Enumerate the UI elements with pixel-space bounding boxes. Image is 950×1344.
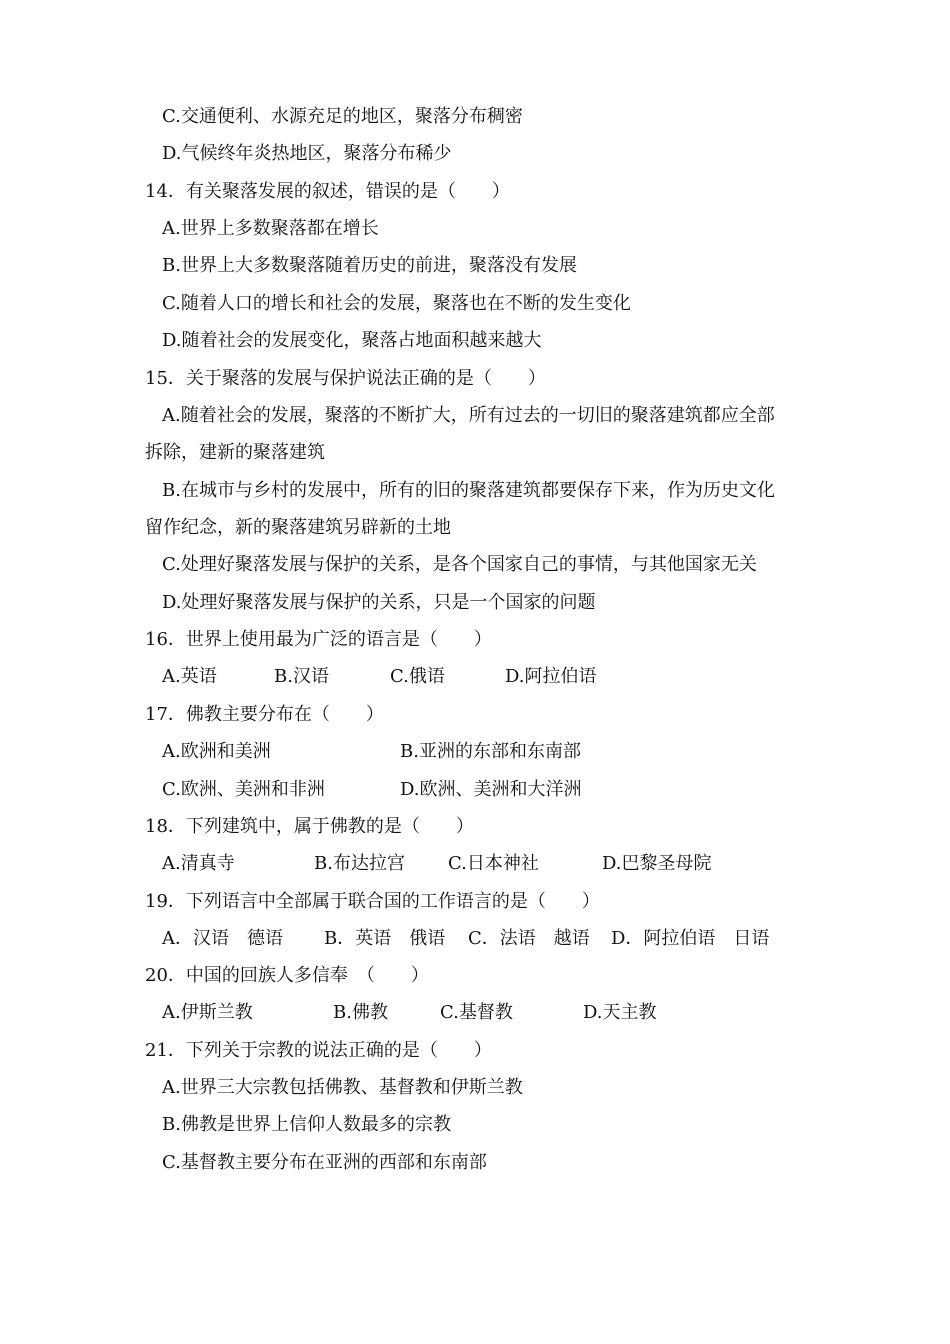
- q21-option-c: C.基督教主要分布在亚洲的西部和东南部: [162, 1152, 487, 1173]
- q21-option-b: B.佛教是世界上信仰人数最多的宗教: [162, 1114, 451, 1135]
- q14-option-b: B.世界上大多数聚落随着历史的前进，聚落没有发展: [162, 255, 577, 276]
- question-15: 15．关于聚落的发展与保护说法正确的是（ ）: [145, 368, 546, 389]
- q16-option-b: B.汉语: [274, 666, 329, 687]
- q13-option-c: C.交通便利、水源充足的地区，聚落分布稠密: [162, 106, 523, 127]
- q14-option-a: A.世界上多数聚落都在增长: [162, 218, 379, 239]
- q20-option-a: A.伊斯兰教: [162, 1002, 253, 1023]
- q17-option-a: A.欧洲和美洲: [162, 741, 271, 762]
- q17-option-d: D.欧洲、美洲和大洋洲: [400, 779, 582, 800]
- q17-option-b: B.亚洲的东部和东南部: [400, 741, 581, 762]
- q13-option-d: D.气候终年炎热地区，聚落分布稀少: [162, 143, 452, 164]
- question-17: 17．佛教主要分布在（ ）: [145, 704, 384, 725]
- question-14: 14．有关聚落发展的叙述，错误的是（ ）: [145, 181, 510, 202]
- q16-option-a: A.英语: [162, 666, 217, 687]
- question-19: 19．下列语言中全部属于联合国的工作语言的是（ ）: [145, 891, 600, 912]
- question-18: 18．下列建筑中，属于佛教的是（ ）: [145, 816, 474, 837]
- q15-option-c: C.处理好聚落发展与保护的关系，是各个国家自己的事情，与其他国家无关: [162, 554, 757, 575]
- q20-option-d: D.天主教: [583, 1002, 657, 1023]
- q15-option-a: A.随着社会的发展，聚落的不断扩大，所有过去的一切旧的聚落建筑都应全部: [162, 405, 775, 426]
- q14-option-d: D.随着社会的发展变化，聚落占地面积越来越大: [162, 330, 542, 351]
- q15-option-a-cont: 拆除，建新的聚落建筑: [145, 442, 325, 463]
- q17-option-c: C.欧洲、美洲和非洲: [162, 779, 325, 800]
- q15-option-d: D.处理好聚落发展与保护的关系，只是一个国家的问题: [162, 592, 596, 613]
- q21-option-a: A.世界三大宗教包括佛教、基督教和伊斯兰教: [162, 1077, 523, 1098]
- q19-option-d: D．阿拉伯语 日语: [611, 928, 770, 949]
- q18-option-c: C.日本神社: [448, 853, 539, 874]
- question-16: 16．世界上使用最为广泛的语言是（ ）: [145, 629, 492, 650]
- q20-option-b: B.佛教: [333, 1002, 388, 1023]
- q19-option-a: A．汉语 德语: [162, 928, 283, 949]
- question-20: 20．中国的回族人多信奉 （ ）: [145, 965, 429, 986]
- q14-option-c: C.随着人口的增长和社会的发展，聚落也在不断的发生变化: [162, 293, 631, 314]
- q16-option-d: D.阿拉伯语: [505, 666, 597, 687]
- q20-option-c: C.基督教: [440, 1002, 513, 1023]
- q18-option-b: B.布达拉宫: [314, 853, 405, 874]
- question-21: 21．下列关于宗教的说法正确的是（ ）: [145, 1040, 492, 1061]
- q18-option-d: D.巴黎圣母院: [602, 853, 712, 874]
- q15-option-b: B.在城市与乡村的发展中，所有的旧的聚落建筑都要保存下来，作为历史文化: [162, 480, 775, 501]
- q16-option-c: C.俄语: [390, 666, 445, 687]
- q19-option-c: C．法语 越语: [468, 928, 590, 949]
- q15-option-b-cont: 留作纪念，新的聚落建筑另辟新的土地: [145, 517, 451, 538]
- q19-option-b: B．英语 俄语: [324, 928, 446, 949]
- q18-option-a: A.清真寺: [162, 853, 235, 874]
